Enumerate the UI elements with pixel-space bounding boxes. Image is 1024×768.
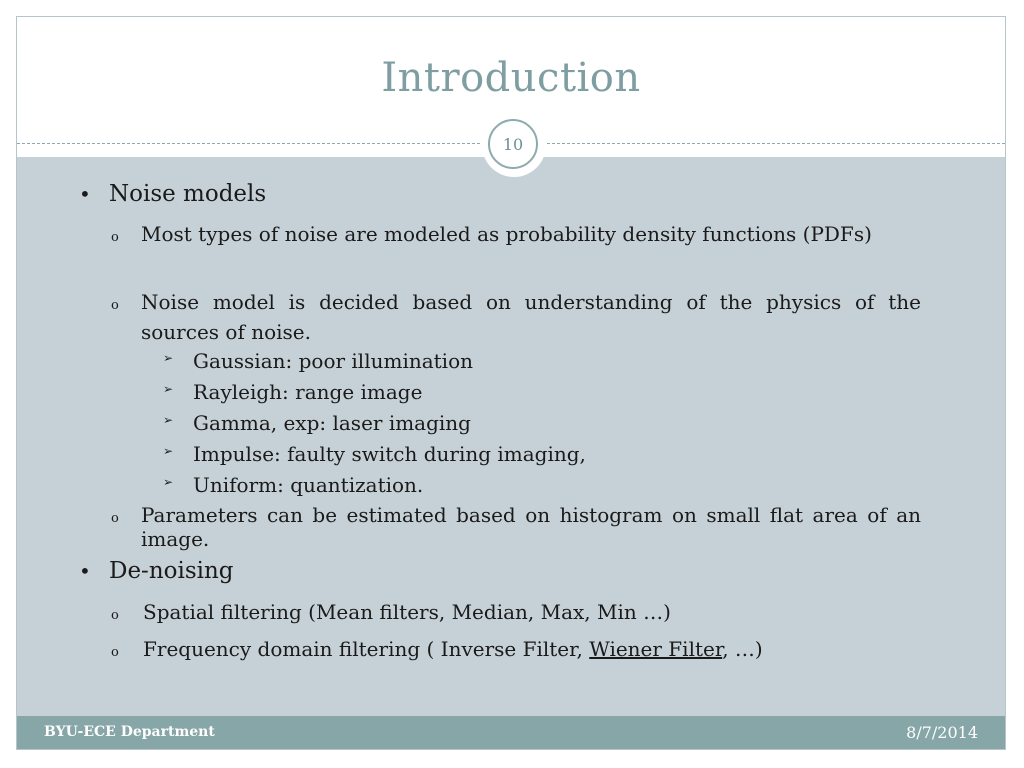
slide-title: Introduction <box>381 55 641 101</box>
bullet-dot: • <box>79 182 91 206</box>
circle-bullet: o <box>111 608 119 623</box>
footer-bar <box>17 716 1005 750</box>
circle-bullet: o <box>111 298 119 313</box>
circle-bullet: o <box>111 230 119 245</box>
circle-bullet: o <box>111 645 119 660</box>
bullet-text: Noise models <box>109 181 267 207</box>
footer-date: 8/7/2014 <box>906 723 978 742</box>
arrow-item-text: Gaussian: poor illumination <box>193 349 473 373</box>
slide-number: 10 <box>488 119 538 169</box>
footer-department: BYU-ECE Department <box>44 724 215 740</box>
sub-bullet-text: Noise model is decided based on understanding of the physics of the sources of noise. <box>141 290 921 344</box>
bullet-dot: • <box>79 559 91 583</box>
circle-bullet: o <box>111 511 119 526</box>
sub-bullet-text: Most types of noise are modeled as probability density functions (PDFs) <box>141 222 872 246</box>
arrow-bullet-icon: ➢ <box>163 351 174 365</box>
sub-bullet-text <box>143 634 923 664</box>
arrow-item-text: Rayleigh: range image <box>193 380 423 404</box>
bullet-text: De-noising <box>109 558 234 584</box>
sub-bullet-text: Spatial filtering (Mean filters, Median, Max, Min …) <box>143 600 671 624</box>
arrow-bullet-icon: ➢ <box>163 444 174 458</box>
arrow-item-text: Gamma, exp: laser imaging <box>193 411 471 435</box>
arrow-bullet-icon: ➢ <box>163 475 174 489</box>
sub-bullet-text: Parameters can be estimated based on histogram on small flat area of an image. <box>141 503 921 551</box>
arrow-bullet-icon: ➢ <box>163 382 174 396</box>
text-suffix: , …) <box>722 637 763 661</box>
arrow-bullet-icon: ➢ <box>163 413 174 427</box>
arrow-item-text: Impulse: faulty switch during imaging, <box>193 442 586 466</box>
arrow-item-text: Uniform: quantization. <box>193 473 424 497</box>
wiener-filter-link[interactable]: Wiener Filter <box>589 637 723 661</box>
text-prefix: Frequency domain filtering ( Inverse Filter, <box>143 637 590 661</box>
slide <box>16 16 1006 750</box>
